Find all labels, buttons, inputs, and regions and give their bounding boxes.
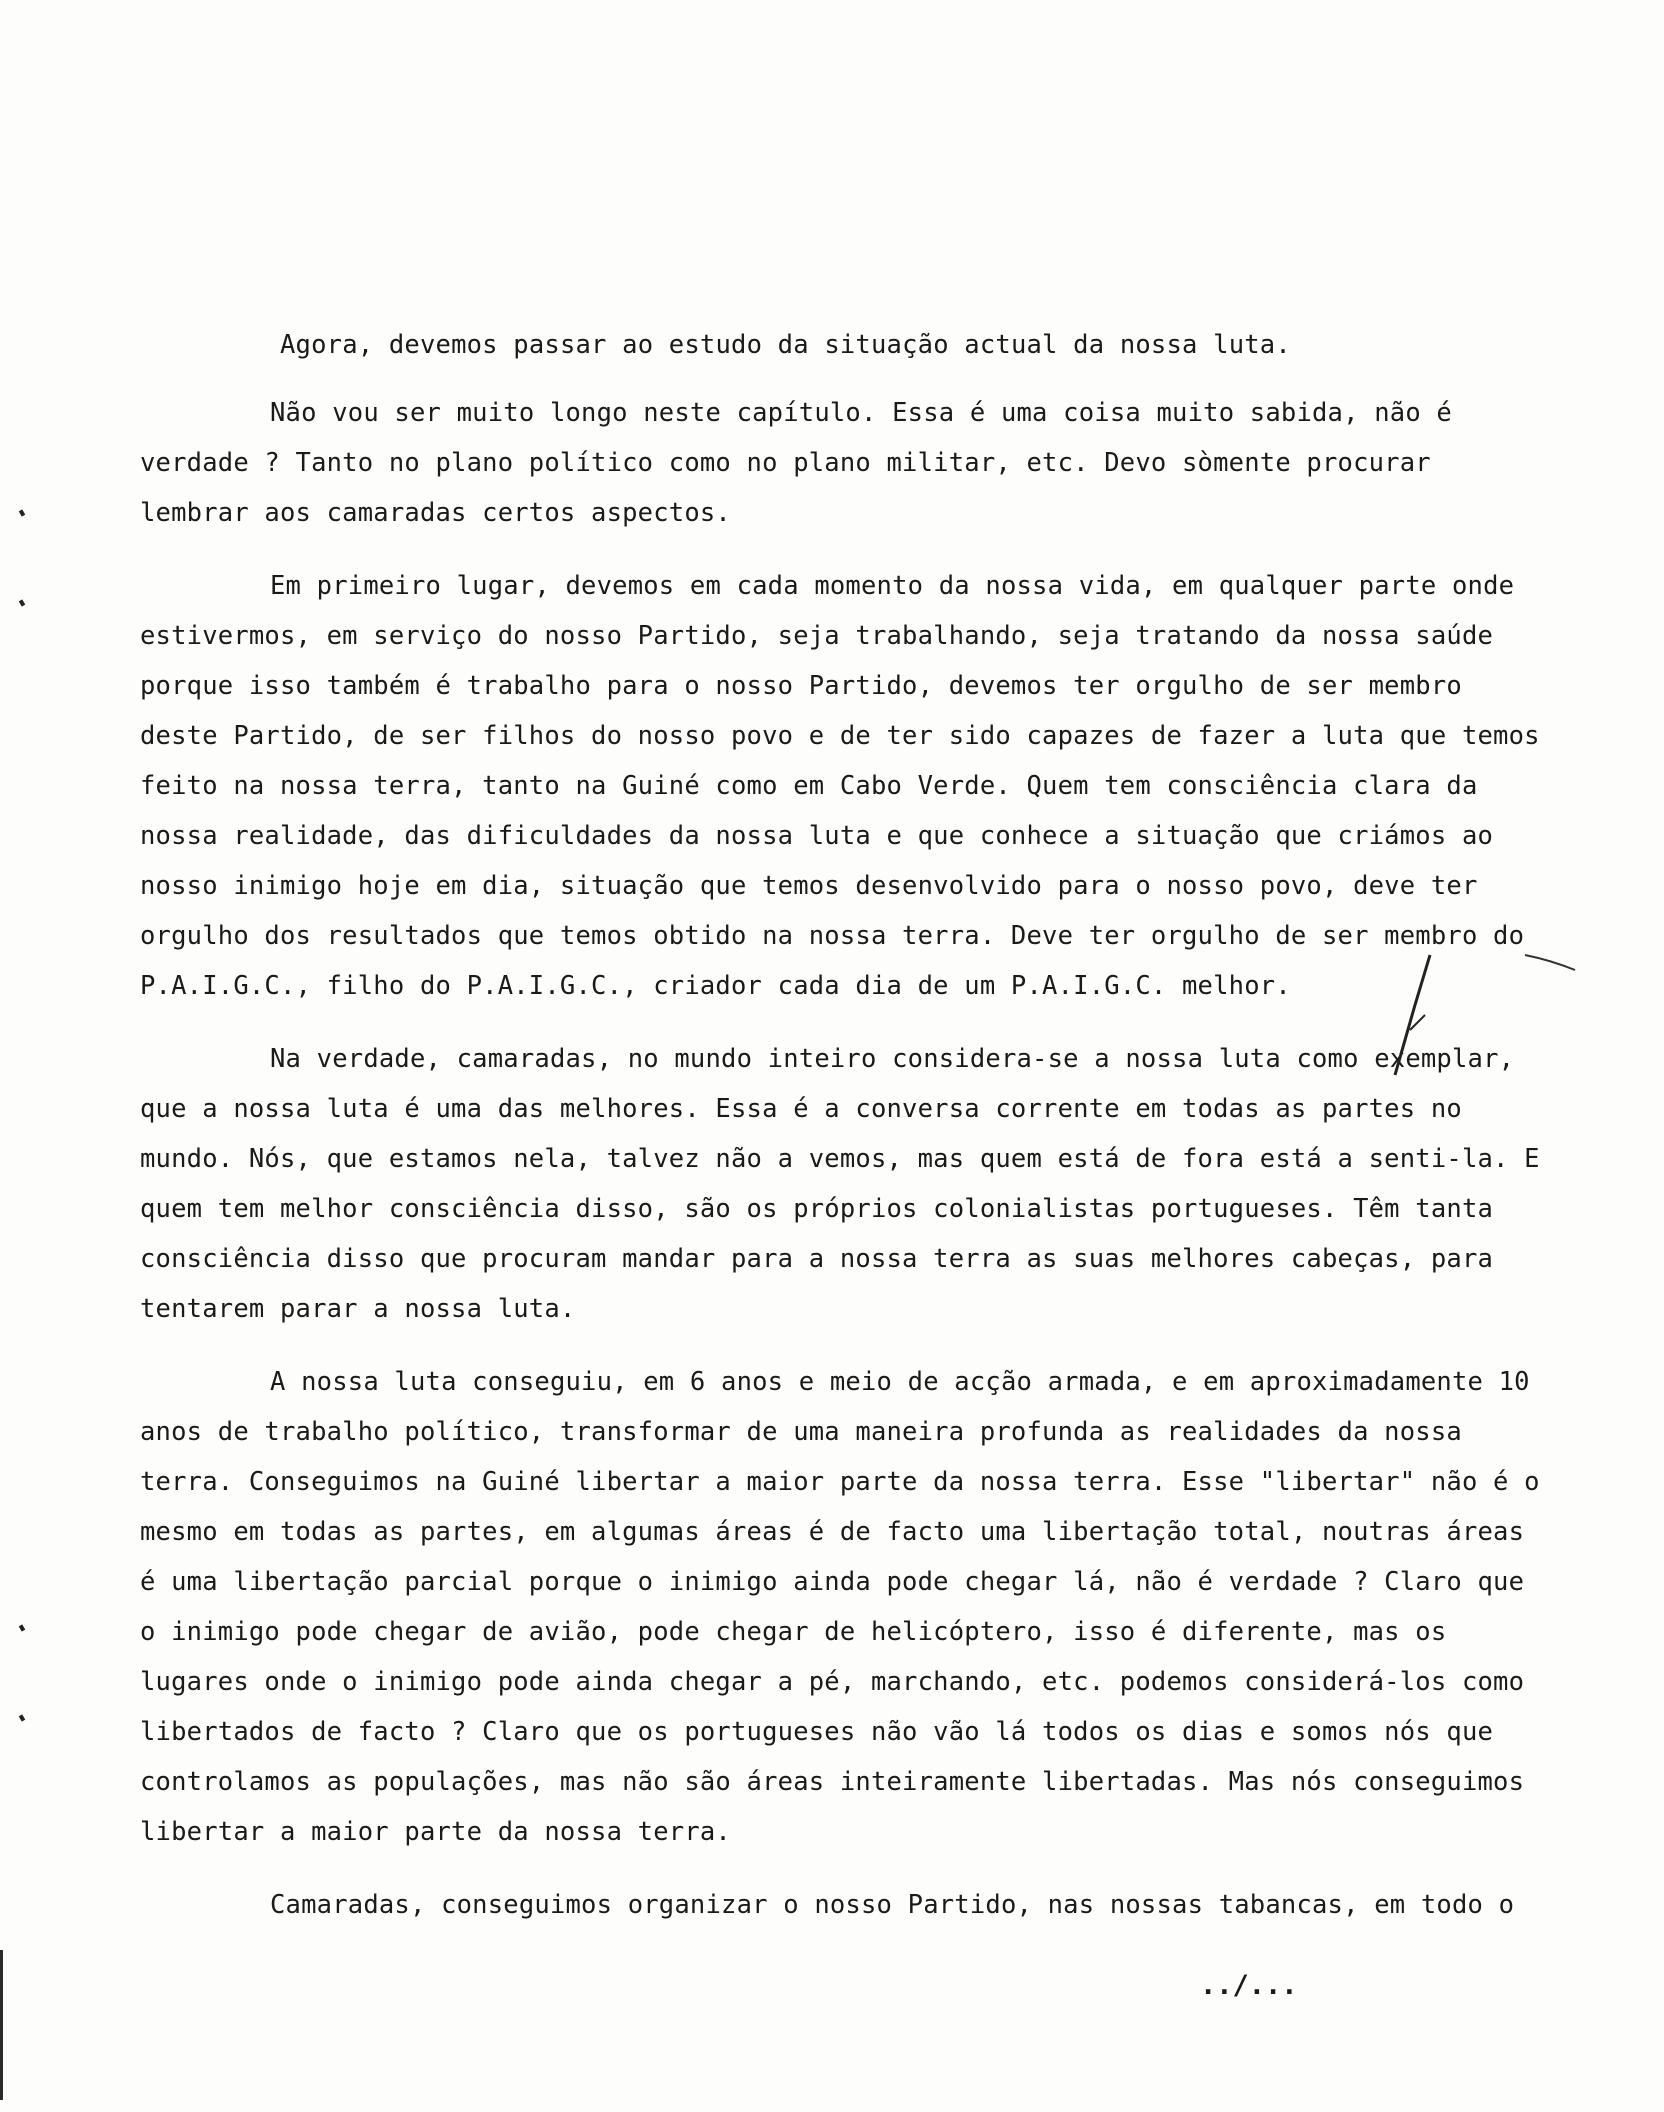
margin-speck bbox=[19, 509, 25, 516]
margin-speck bbox=[19, 1624, 25, 1631]
paragraph-5: A nossa luta conseguiu, em 6 anos e meio de acção armada, e em aproximadamente 10 anos de trabalho político, transformar de uma maneira profunda as realidades da nossa terra. Conseguimos na Guiné libertar a maior parte da nossa terra. Esse "libertar" não é o mesmo em todas as partes, em algumas áreas é de facto uma libertação total, noutras áreas é uma libertação parcial porque o inimigo ainda pode chegar lá, não é verdade ? Claro que o inimigo pode chegar de avião, pode chegar de helicóptero, isso é diferente, mas os lugares onde o inimigo pode ainda chegar a pé, marchando, etc. podemos considerá-los como libertados de facto ? Claro que os portugueses não vão lá todos os dias e somos nós que controlamos as populações, mas não são áreas inteiramente libertadas. Mas nós conseguimos libertar a maior parte da nossa terra. bbox=[140, 1367, 1540, 1847]
document-body bbox=[140, 320, 1540, 1930]
handwritten-ink-mark bbox=[1375, 935, 1595, 1085]
continuation-mark: ../... bbox=[1200, 1970, 1298, 2001]
paragraph-3: Em primeiro lugar, devemos em cada momento da nossa vida, em qualquer parte onde estivermos, em serviço do nosso Partido, seja trabalhando, seja tratando da nossa saúde porque isso também é trabalho para o nosso Partido, devemos ter orgulho de ser membro deste Partido, de ser filhos do nosso povo e de ter sido capazes de fazer a luta que temos feito na nossa terra, tanto na Guiné como em Cabo Verde. Quem tem consciência clara da nossa realidade, das dificuldades da nossa luta e que conhece a situação que criámos ao nosso inimigo hoje em dia, situação que temos desenvolvido para o nosso povo, deve ter orgulho dos resultados que temos obtido na nossa terra. Deve ter orgulho de ser membro do P.A.I.G.C., filho do P.A.I.G.C., criador cada dia de um P.A.I.G.C. melhor. bbox=[140, 571, 1540, 1001]
paragraph-2: Não vou ser muito longo neste capítulo. Essa é uma coisa muito sabida, não é verdade ? Tanto no plano político como no plano militar, etc. Devo sòmente procurar lembrar aos camaradas certos aspectos. bbox=[140, 398, 1452, 528]
paragraph-4: Na verdade, camaradas, no mundo inteiro considera-se a nossa luta como exemplar, que a nossa luta é uma das melhores. Essa é a conversa corrente em todas as partes no mundo. Nós, que estamos nela, talvez não a vemos, mas quem está de fora está a senti-la. E quem tem melhor consciência disso, são os próprios colonialistas portugueses. Têm tanta consciência disso que procuram mandar para a nossa terra as suas melhores cabeças, para tentarem parar a nossa luta. bbox=[140, 1044, 1540, 1324]
margin-speck bbox=[19, 1714, 25, 1721]
scan-edge-line bbox=[0, 1950, 3, 2100]
paragraph-1: Agora, devemos passar ao estudo da situação actual da nossa luta. bbox=[280, 330, 1291, 360]
paragraph-6: Camaradas, conseguimos organizar o nosso Partido, nas nossas tabancas, em todo o bbox=[270, 1890, 1515, 1920]
margin-speck bbox=[19, 599, 25, 606]
